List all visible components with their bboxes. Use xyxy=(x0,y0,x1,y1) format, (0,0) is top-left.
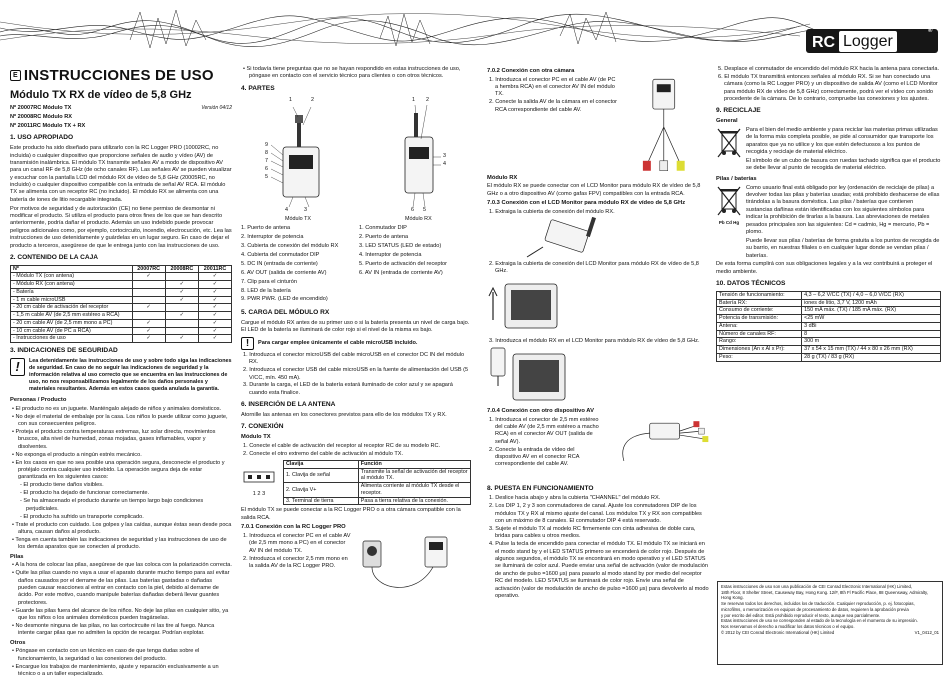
table-cell: 8 xyxy=(802,330,941,338)
table-cell: Alimenta corriente al módulo TX desde el receptor. xyxy=(358,483,470,498)
battery-text xyxy=(746,185,941,262)
callout-number: 6 xyxy=(411,207,414,214)
table-row xyxy=(717,322,941,330)
column-3 xyxy=(487,66,709,601)
imprint-copyright: © 2012 by CEI Conrad Electronic International (HK) Limited xyxy=(721,629,835,635)
list-item: 7. Clip para el cinturón xyxy=(241,278,297,285)
callout-number: 3 xyxy=(443,153,446,160)
table-row xyxy=(284,468,471,483)
list-item: 1. Introduzca el conector microUSB del cable microUSB en el conector DC IN del módulo RX. xyxy=(243,351,465,366)
parts-lists xyxy=(241,225,471,305)
list-item: 1. Introduzca el conector PC en el cable AV (de 2,5 mm mono a PC) en el conector AV IN del módulo TX. xyxy=(243,532,351,554)
crossed-bin-icon xyxy=(716,185,742,217)
paragraph: Puede llevar sus pilas / baterías de forma gratuita a los puntos de recogida de su barrio, en nuestras filiales o en cualquier lugar donde se vendan pilas / baterías. xyxy=(746,237,940,259)
list-item: 1. Puerto de antena xyxy=(241,225,291,232)
list-item: - El producto ha dejado de funcionar correctamente. xyxy=(20,490,150,497)
imprint-line: Estas instrucciones de uso se corresponden al estado de la tecnología en el momento de su impresión. xyxy=(721,618,918,624)
connection-steps xyxy=(487,77,619,173)
list-item: 3. Cubierta de conexión del módulo RX xyxy=(241,243,339,250)
model-item: Nº 20011RC Módulo TX + RX xyxy=(10,123,86,130)
table-row xyxy=(284,497,471,505)
list-item: • Si todavía tiene preguntas que no se hayan respondido en estas instrucciones de uso, póngase en contacto con el servicio técnico para clientes o con otros técnicos. xyxy=(243,66,461,80)
list-item: 3. Sujete el módulo TX al modelo RC firmemente con cinta adhesiva de doble cara, bridas para cables u otros medios. xyxy=(489,525,696,540)
list-item: 5. Puerto de activación del receptor xyxy=(359,260,447,267)
column-1 xyxy=(10,66,232,679)
check-cell: ✓ xyxy=(165,335,198,343)
figure-caption-tx: Módulo TX xyxy=(285,216,311,223)
check-cell xyxy=(132,296,165,304)
main-title-row xyxy=(10,66,232,86)
check-cell xyxy=(165,273,198,281)
charging-note xyxy=(241,337,471,350)
check-cell: ✓ xyxy=(165,312,198,320)
table-cell: Transmite la señal de activación del receptor al módulo TX. xyxy=(358,468,470,483)
table-cell: - 20 cm cable de activación del receptor xyxy=(11,304,133,312)
warning-text: Lea detenidamente las instrucciones de uso y sobre todo siga las indicaciones de seguridad. En caso de no seguir las indicaciones de seguridad y la información relativa al uso correcto que se encuentra en las instrucciones de uso, no nos responsabilizamos legalmente de los daños personales y materiales resultantes. Además en estos casos queda anulada la garantía. xyxy=(29,357,232,393)
list-item: 2. Los DIP 1, 2 y 3 son conmutadores de canal. Ajuste los conmutadores DIP de los módulos TX y RX al mismo ajuste del canal. Los módulos TX y RX son compatibles con un máximo de 8 canales. El conmutador DIP 4 está reservado. xyxy=(489,503,702,525)
check-cell: ✓ xyxy=(132,335,165,343)
table-header-row xyxy=(284,460,471,468)
rc-logger-connection-illustration xyxy=(355,533,465,607)
list-item: 4. Interruptor de potencia xyxy=(359,252,422,259)
section-title: 10. DATOS TÉCNICOS xyxy=(716,280,786,288)
table-row xyxy=(717,299,941,307)
table-row xyxy=(11,273,232,281)
list-item: 5. Desplace el conmutador de encendido del módulo RX hacia la antena para conectarla. xyxy=(718,66,940,72)
table-row xyxy=(717,307,941,315)
table-row xyxy=(11,312,232,320)
subsection-title: General xyxy=(716,118,738,125)
table-row xyxy=(284,483,471,498)
table-row xyxy=(11,319,232,327)
subsection-title: 7.0.1 Conexión con la RC Logger PRO xyxy=(241,524,346,531)
list-item: • A la hora de colocar las pilas, asegúrese de que las coloca con la polarización correcta. xyxy=(12,562,232,569)
paragraph: Cargue el módulo RX antes de su primer uso o si la batería presenta un nivel de carga bajo. El LED de la batería se iluminará de color rojo si el nivel de la misma es bajo. xyxy=(241,320,470,334)
table-cell: - Instrucciones de uso xyxy=(11,335,133,343)
list-item: • No exponga el producto a ningún estrés mecánico. xyxy=(12,451,142,458)
table-row xyxy=(11,281,232,289)
product-subtitle: Módulo TX RX de vídeo de 5,8 GHz xyxy=(10,88,192,101)
list-item: 2. Conecte la salida AV de la cámara en el conector RCA correspondiente del cable AV. xyxy=(489,99,618,113)
tx-parts-list xyxy=(241,225,353,305)
logo-rc-text: RC xyxy=(812,34,836,51)
check-cell: ✓ xyxy=(199,281,232,289)
list-item: 2. Interruptor de potencia xyxy=(241,234,304,241)
check-cell: ✓ xyxy=(165,296,198,304)
column-4 xyxy=(716,66,941,362)
subsection-title: Módulo RX xyxy=(487,174,518,181)
language-badge: E xyxy=(10,70,21,81)
callout-number: 5 xyxy=(265,174,268,181)
table-row xyxy=(11,296,232,304)
connection-steps xyxy=(487,417,602,481)
list-item: • En los casos en que no sea posible una operación segura, desconecte el producto y protéjalo contra cualquier uso indebido. La operación segura deja de estar garantizada en los siguientes casos: xyxy=(12,459,225,481)
section-title: 2. CONTENIDO DE LA CAJA xyxy=(10,253,99,261)
list-item: • Tenga en cuenta también las indicaciones de seguridad y las instrucciones de uso de los demás aparatos que se conecten al producto. xyxy=(12,536,227,551)
check-cell: ✓ xyxy=(199,312,232,320)
imprint-line: microfilms, o memorización en equipos de procesamiento de datos, requieren la aprobación previa xyxy=(721,606,909,612)
list-item: 8. LED de la batería xyxy=(241,287,291,294)
imprint-line: 18th Floor, 8 Shelter Street, Causeway Bay, Hong Kong. 12/F, 8th Fl Pacific Place, 88 Queensway, Admiralty, Hong Kong. xyxy=(721,589,929,601)
check-cell xyxy=(132,281,165,289)
module-illustration xyxy=(241,95,471,225)
table-row xyxy=(11,304,232,312)
check-cell: ✓ xyxy=(199,296,232,304)
list-item: - El producto ha sufrido un transporte complicado. xyxy=(20,513,144,520)
list-item: • Póngase en contacto con un técnico en caso de que tenga dudas sobre el funcionamiento, la seguridad o las conexiones del producto. xyxy=(12,648,200,662)
imprint-line: Nos reservamos el derecho a modificar los datos técnicos o el equipo. xyxy=(721,623,855,629)
logo-registered-mark: ® xyxy=(928,28,933,34)
table-header: Nº xyxy=(11,265,133,273)
connector-pin-section xyxy=(241,460,471,506)
table-cell: 150 mA máx. (TX) / 185 mA máx. (RX) xyxy=(802,307,941,315)
technical-data-table xyxy=(716,291,941,362)
callout-number: 7 xyxy=(265,158,268,165)
section-title: 9. RECICLAJE xyxy=(716,107,761,115)
rc-logger-connection xyxy=(241,533,471,607)
list-item: 1. Extraiga la cubierta de conexión del módulo RX. xyxy=(489,208,615,215)
list-item: 5. DC IN (entrada de corriente) xyxy=(241,260,318,267)
table-row xyxy=(717,338,941,346)
list-item: 2. Puerto de antena xyxy=(359,234,409,241)
subsection-title: Módulo TX xyxy=(241,434,271,440)
list-item: • Trate el producto con cuidado. Los golpes y las caídas, aunque éstas sean desde poca altura, causan daños al producto. xyxy=(12,521,232,535)
check-cell: ✓ xyxy=(165,288,198,296)
list-item: 1. Conmutador DIP xyxy=(359,225,407,232)
callout-number: 5 xyxy=(423,207,426,214)
battery-bin-mark xyxy=(716,185,742,262)
column-2 xyxy=(241,66,471,607)
check-cell xyxy=(165,327,198,335)
camera-connection xyxy=(487,77,709,173)
model-list xyxy=(10,105,232,130)
list-item: 1. Deslice hacia abajo y abra la cubierta "CHANNEL" del módulo RX. xyxy=(489,495,661,502)
check-cell xyxy=(132,312,165,320)
connection-steps xyxy=(241,533,351,607)
list-item: 1. Introduzca el conector PC en el cable AV (de PC a hembra RCA) en el conector AV IN del módulo TX. xyxy=(489,76,616,98)
check-cell xyxy=(165,319,198,327)
callout-number: 9 xyxy=(265,142,268,149)
list-item: • Quite las pilas cuando no vaya a usar el aparato durante mucho tiempo para así evitar daños causados por el derrame de las pilas. Las baterías gastadas o dañadas pueden causar reacciones al entrar en contacto con la piel, debido al derrame de ácido. Por este motivo, cuando manipule baterías dañadas deberá llevar guantes protectores. xyxy=(12,570,230,606)
callout-number: 1 xyxy=(412,97,415,104)
main-title: INSTRUCCIONES DE USO xyxy=(23,67,214,84)
subsection-title: Pilas / baterías xyxy=(716,176,757,183)
list-item: - El producto tiene daños visibles. xyxy=(20,482,104,489)
table-cell: - Módulo RX (con antena) xyxy=(11,281,133,289)
table-row xyxy=(11,288,232,296)
imprint-line: y por escrito del editor. Está prohibido reproducir el texto, aunque sea parcialmente. xyxy=(721,612,881,618)
table-header: Clavija xyxy=(284,460,359,468)
list-item: 2. Conecte la entrada de vídeo del dispositivo AV en el conector RCA correspondiente del cable AV. xyxy=(489,446,580,468)
tx-module-body xyxy=(283,147,319,197)
list-item: - Se ha almacenado el producto durante un tiempo largo bajo condiciones perjudiciales. xyxy=(20,498,204,512)
list-item: 4. Cubierta del conmutador DIP xyxy=(241,252,320,259)
list-item: 1. Introduzca el conector de 2,5 mm estéreo del cable AV (de 2,5 mm estéreo a macho RCA) en el conector AV OUT (salida de señal AV). xyxy=(489,416,599,445)
check-cell: ✓ xyxy=(199,335,232,343)
list-item: • El producto no es un juguete. Manténgalo alejado de niños y animales domésticos. xyxy=(12,405,222,412)
tx-module-label xyxy=(289,155,313,169)
callout-number: 4 xyxy=(285,207,288,214)
table-cell: Antena: xyxy=(717,322,802,330)
check-cell: ✓ xyxy=(199,273,232,281)
paragraph: El módulo TX se puede conectar a la RC Logger PRO o a otra cámara compatible con la salida RCA. xyxy=(241,507,461,521)
list-item: 3. Introduzca el módulo RX en el LCD Monitor para módulo RX de vídeo de 5,8 GHz. xyxy=(489,337,700,344)
imprint-box xyxy=(717,581,943,665)
table-cell: 3 dBi xyxy=(802,322,941,330)
check-cell: ✓ xyxy=(132,304,165,312)
av-device-connection-illustration xyxy=(606,417,709,481)
paragraph: El módulo RX se puede conectar con el LCD Monitor para módulo RX de vídeo de 5,8 GHz o a otro dispositivo AV (como gafas FPV) compatibles con la entrada RCA. xyxy=(487,183,701,197)
table-cell: - 20 cm cable AV (de 2,5 mm mono a PC) xyxy=(11,319,133,327)
figure-caption-rx: Módulo RX xyxy=(405,216,432,223)
callout-number: 8 xyxy=(265,150,268,157)
av-device-connection xyxy=(487,417,709,481)
table-cell: Consumo de corriente: xyxy=(717,307,802,315)
table-cell: 2. Clavija V+ xyxy=(284,483,359,498)
check-cell: ✓ xyxy=(132,273,165,281)
box-contents-table xyxy=(10,265,232,344)
table-cell: - 10 cm cable AV (de PC a RCA) xyxy=(11,327,133,335)
check-cell: ✓ xyxy=(199,288,232,296)
section-title: 7. CONEXIÓN xyxy=(241,423,284,431)
table-header: 20011RC xyxy=(199,265,232,273)
rx-module-label xyxy=(409,147,429,159)
imprint-line: Se reservan todos los derechos, incluidos los de traducción. Cualquier reproducción, p. ej. fotocopias, xyxy=(721,601,915,607)
safety-warning xyxy=(10,358,232,395)
model-item: Nº 20007RC Módulo TX xyxy=(10,105,72,112)
logo-logger-text: Logger xyxy=(839,31,897,52)
pin-numbers: 1 2 3 xyxy=(252,491,266,498)
table-cell: 4,3 – 6,2 V/CC (TX) / 4,0 – 6,0 V/CC (RX) xyxy=(802,291,941,299)
document-code: V1_0412_01 xyxy=(914,629,939,635)
heavy-metal-symbols: Pb Cd Hg xyxy=(718,220,740,226)
callout-number: 1 xyxy=(289,97,292,104)
tx-antenna-tip xyxy=(295,115,303,123)
list-item: 6. El módulo TX transmitirá entonces señales al módulo RX. Si se han conectado una cámara (como la RC Logger PRO) y un dispositivo de salida AV (como el LCD Monitor para módulo RX de vídeo de 5,8 GHz) correctamente, podrá ver el vídeo con sonido procedente de la cámara. De lo contrario, compruebe las conexiones y los ajustes. xyxy=(718,73,938,103)
table-cell: iones de litio, 3,7 V, 1200 mAh xyxy=(802,299,941,307)
table-cell: - Batería xyxy=(11,288,133,296)
lcd-monitor-cover-illustration xyxy=(487,276,607,338)
paragraph: Atornille las antenas en los conectores previstos para ello de los módulos TX y RX. xyxy=(241,411,447,418)
table-header: Función xyxy=(358,460,470,468)
callout-number: 6 xyxy=(265,166,268,173)
table-row xyxy=(11,335,232,343)
table-row xyxy=(717,353,941,361)
list-item: 4. Pulse la tecla de encendido para conectar el módulo TX. El módulo TX se iniciará en el modo stand by y el LED STATUS primero se encenderá de color rojo. Después de algunos segundos, el módulo TX se encontrará en modo operativo y el LED STATUS se iluminará de color azul. Puede enviar una señal de activación (valor de modulación de ancho de pulso =1600 μs) para pasarlo al modo stand by por medio del receptor RC del modelo. LED STATUS se iluminará de color rojo. Envíe una señal de activación (valor de modulación de ancho de pulso =1600 μs) para devolverlo al modo operativo. xyxy=(489,541,709,599)
pin-function-table xyxy=(283,460,471,506)
section-title: 3. INDICACIONES DE SEGURIDAD xyxy=(10,347,118,355)
section-title: 1. USO APROPIADO xyxy=(10,134,74,142)
check-cell: ✓ xyxy=(199,319,232,327)
rx-insert-illustration xyxy=(487,346,607,406)
paragraph: El símbolo de un cubo de basura con ruedas tachado significa que el producto se debe llevar al punto de recogida de material eléctrico. xyxy=(746,157,941,172)
list-item: 6. AV OUT (salida de corriente AV) xyxy=(241,269,327,276)
table-cell: 37 x 54 x 15 mm (TX) / 44 x 80 x 26 mm (RX) xyxy=(802,346,941,354)
table-cell: Pasa a tierra relativa de la conexión. xyxy=(358,497,470,505)
list-item: 3. Durante la carga, el LED de la batería estará iluminado de color azul y se apagará cuando esta finalice. xyxy=(243,382,453,396)
list-item: • No deje el material de embalaje por la casa. Los niños lo puede utilizar como juguete, con sus consecuentes peligros. xyxy=(12,413,228,427)
tx-antenna xyxy=(297,121,301,147)
paragraph: Por motivos de seguridad y de autorización (CE) no tiene permiso de desmontar ni modificar el producto. Si utiliza el producto para otros fines de los que se han descrito anteriormente, podría dañar el producto. Además un uso indebido puede provocar peligros adicionales como, por ejemplo, cortocircuito, incendio, electrocución, etc. Lea las instrucciones de uso detenidamente y guárdelas en un lugar seguro. En caso de dejar el producto a terceros, asegúrese de que le entrega junto con las instrucciones de uso. xyxy=(10,205,232,249)
check-cell: ✓ xyxy=(199,327,232,335)
check-cell xyxy=(165,304,198,312)
rc-logger-logo xyxy=(806,29,938,53)
subsection-title: Otros xyxy=(10,639,26,646)
check-cell: ✓ xyxy=(165,281,198,289)
camera-connection-illustration xyxy=(623,77,709,173)
callout-number: 4 xyxy=(443,161,446,168)
table-header-row xyxy=(11,265,232,273)
table-row xyxy=(717,291,941,299)
table-cell: Batería RX: xyxy=(717,299,802,307)
rx-module-body xyxy=(405,137,433,193)
section-title: 5. CARGA DEL MÓDULO RX xyxy=(241,309,330,317)
list-item: • Proteja el producto contra temperaturas extremas, luz solar directa, movimientos bruscos, alta nivel de humedad, zonas mojadas, gases inflamables, vapor y disolventes. xyxy=(12,428,216,450)
exclamation-icon: ! xyxy=(241,337,254,350)
subsection-title: 7.0.4 Conexión con otro dispositivo AV xyxy=(487,407,594,414)
table-cell: 28 g (TX) / 83 g (RX) xyxy=(802,353,941,361)
note-text: Para cargar emplee únicamente el cable microUSB incluido. xyxy=(258,339,418,346)
table-cell: Potencia de transmisión: xyxy=(717,315,802,323)
crossed-bin-icon xyxy=(716,127,742,159)
callout-number: 3 xyxy=(304,207,307,214)
list-item: 2. Conecte el otro extremo del cable de activación al módulo TX. xyxy=(243,450,404,457)
list-item: 2. Extraiga la cubierta de conexión del LCD Monitor para módulo RX de vídeo de 5,8 GHz. xyxy=(489,260,699,275)
paragraph: De esta forma cumplirá con sus obligaciones legales y a la vez contribuirá a proteger el medio ambiente. xyxy=(716,261,933,275)
list-item: 1. Conecte el cable de activación del receptor al receptor RC de su modelo RC. xyxy=(243,442,441,449)
check-cell xyxy=(132,288,165,296)
recycling-text xyxy=(746,127,941,174)
list-item: 2. Introduzca el conector USB del cable microUSB en la fuente de alimentación del USB (5 V/CC, mín. 450 mA). xyxy=(243,367,469,381)
table-cell: <25 mW xyxy=(802,315,941,323)
subsection-title: 7.0.3 Conexión con el LCD Monitor para módulo RX de vídeo de 5,8 GHz xyxy=(487,200,686,207)
paragraph: Para el bien del medio ambiente y para reciclar las materias primas utilizadas de la forma más completa posible, se pide al consumidor que transporte los aparatos que ya no utilice y los que estén defectuosos a los puntos de recogida y reciclaje de material eléctrico. xyxy=(746,126,938,155)
table-cell: Dimensiones (An x Al x Pr): xyxy=(717,346,802,354)
list-item: • Encargue los trabajos de mantenimiento, ajuste y reparación exclusivamente a un técnico o a un taller especializado. xyxy=(12,663,219,678)
rx-cover-illustration xyxy=(517,217,617,261)
table-cell: - 1,5 m cable AV (de 2,5 mm estéreo a RCA) xyxy=(11,312,133,320)
imprint-line: Estas instrucciones de uso son una publicación de CEI Conrad Electronic International (HK) Limited, xyxy=(721,584,913,589)
table-cell: 300 m xyxy=(802,338,941,346)
recycling-general xyxy=(716,127,941,174)
check-cell: ✓ xyxy=(132,327,165,335)
rx-antenna xyxy=(414,113,418,137)
list-item: • Guarde las pilas fuera del alcance de los niños. No deje las pilas en cualquier sitio, ya que los niños o los animales domésticos pueden tragárselas. xyxy=(12,607,229,622)
rx-parts-list xyxy=(359,225,471,305)
connector-pin-icon xyxy=(242,470,276,488)
imprint-bottom-row xyxy=(721,630,939,636)
parts-figure xyxy=(241,95,471,225)
check-cell: ✓ xyxy=(132,319,165,327)
table-cell: - 1 m cable microUSB xyxy=(11,296,133,304)
table-cell: 1. Clavija de señal xyxy=(284,468,359,483)
list-item: 6. AV IN (entrada de corriente AV) xyxy=(359,269,443,276)
section-title: 4. PARTES xyxy=(241,84,275,92)
list-item: 9. PWR PWR. (LED de encendido) xyxy=(241,296,328,303)
section-title: 8. PUESTA EN FUNCIONAMIENTO xyxy=(487,484,594,492)
pin-diagram xyxy=(241,460,277,506)
paragraph: Como usuario final está obligado por ley (ordenación de reciclaje de pilas) a devolver todas las pilas y baterías usadas; está prohibido deshacerse de ellas tirándolas a la basura doméstica. Las pilas / baterías que contienen sustancias dañinas están identificadas con los siguientes símbolos para indicar la prohibición de tirarlas a la basura. Las abreviaciones de metales pesados principales son las siguientes: Cd = cadmio, Hg = mercurio, Pb = plomo. xyxy=(746,184,940,235)
section-title: 6. INSERCIÓN DE LA ANTENA xyxy=(241,401,336,409)
callout-number: 2 xyxy=(311,97,314,104)
callout-number: 2 xyxy=(426,97,429,104)
table-row xyxy=(11,327,232,335)
table-cell: Rango: xyxy=(717,338,802,346)
table-row xyxy=(717,346,941,354)
check-cell: ✓ xyxy=(199,304,232,312)
table-cell: 3. Terminal de tierra xyxy=(284,497,359,505)
table-row xyxy=(717,315,941,323)
exclamation-icon: ! xyxy=(10,358,25,376)
list-item: 2. Introduzca el conector 2,5 mm mono en la salida AV de la RC Logger PRO. xyxy=(243,555,348,569)
battery-recycling xyxy=(716,185,941,262)
list-item: 3. LED STATUS (LED de estado) xyxy=(359,243,442,250)
version-label: Versión 04/12 xyxy=(201,105,232,112)
table-header: 20007RC xyxy=(132,265,165,273)
subsection-title: Personas / Producto xyxy=(10,396,67,403)
table-cell: Tensión de funcionamiento: xyxy=(717,291,802,299)
table-header: 20008RC xyxy=(165,265,198,273)
table-cell: Peso: xyxy=(717,353,802,361)
table-cell: Número de canales RF: xyxy=(717,330,802,338)
paragraph: Este producto ha sido diseñado para utilizarlo con la RC Logger PRO (10002RC, no incluida) o cualquier dispositivo que proporcione señales de audio y vídeo (AV) de transmisión inalámbrica. El módulo TX transmite señales AV a modo de dispositivo AV para un canal RF de 5,8 GHz (de ocho canales RF). Las señales AV se pueden visualizar y escuchar con la pantalla LCD del módulo RX de vídeo de 5,8 GHz (20005RC, no incluido) o cualquier dispositivo compatible con la entrada de señal AV RCA. El módulo TX se alimenta con un receptor RC (no incluido). El módulo RX se alimenta con una batería de iones de litio recargable integrada. xyxy=(10,145,232,203)
table-cell: - Módulo TX (con antena) xyxy=(11,273,133,281)
list-item: • No desmonte ninguna de las pilas, no las cortocircuite ni las tire al fuego. Nunca intente cargar pilas que no admiten la opción de recargar. Podrían explotar. xyxy=(12,623,215,637)
subsection-title: 7.0.2 Conexión con otra cámara xyxy=(487,68,575,74)
table-row xyxy=(717,330,941,338)
model-item: Nº 20008RC Módulo RX xyxy=(10,114,73,121)
subsection-title: Pilas xyxy=(10,553,24,560)
